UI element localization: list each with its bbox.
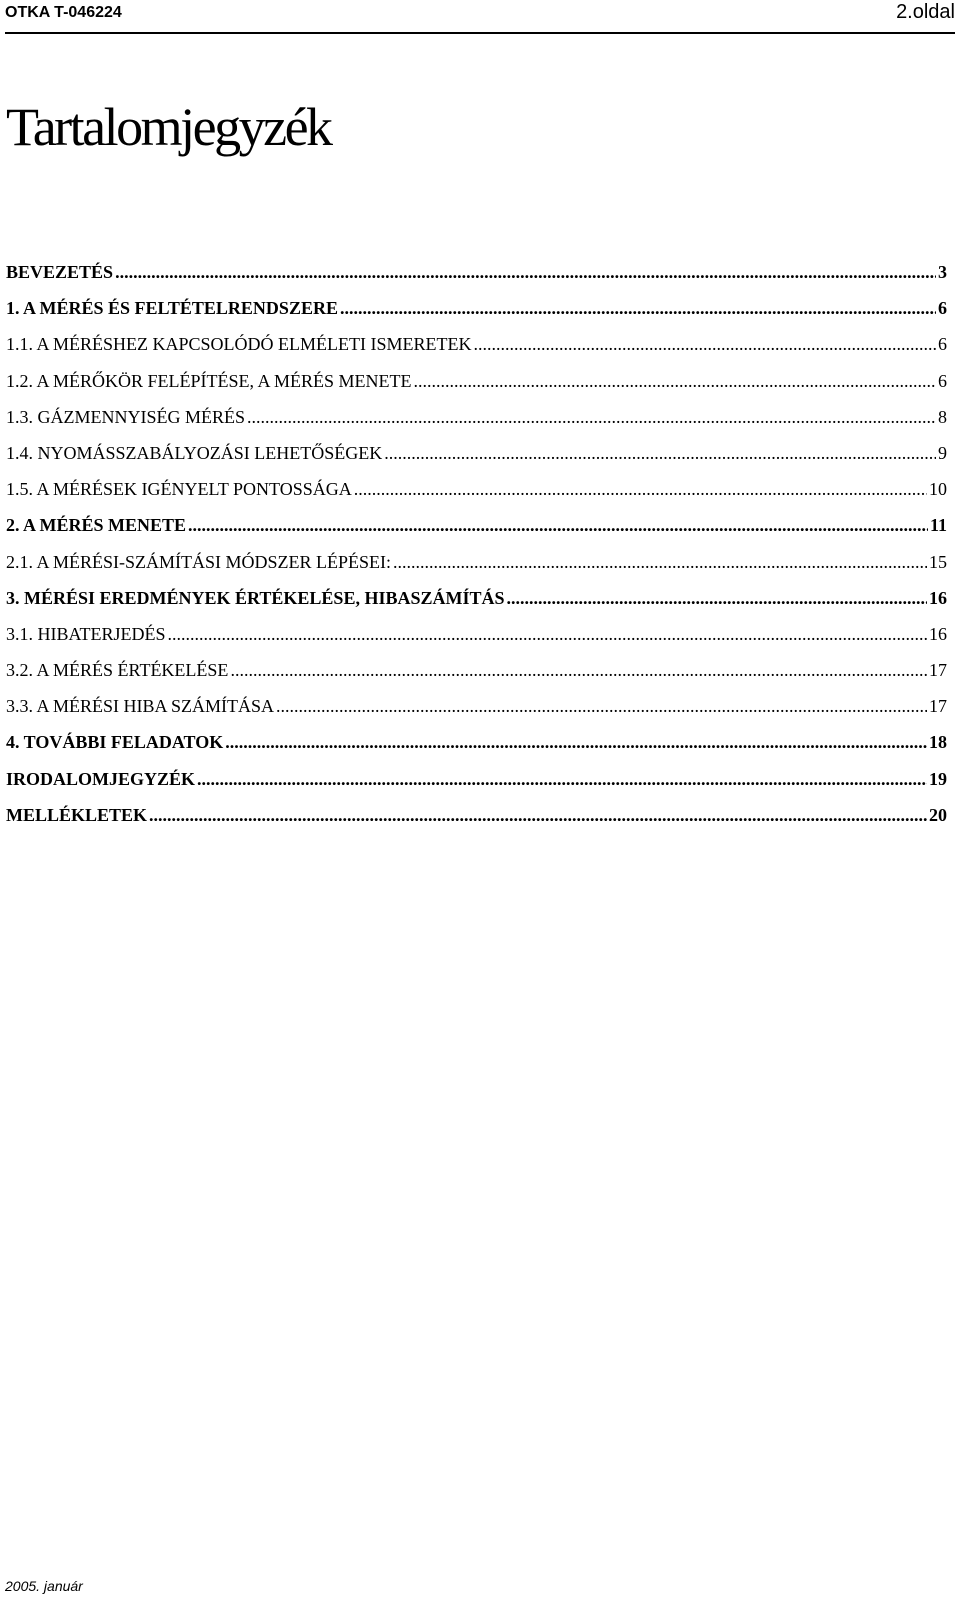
project-id: OTKA T-046224	[5, 4, 122, 21]
toc-entry[interactable]	[6, 624, 947, 660]
toc-entry-page-number: 16	[929, 587, 947, 608]
toc-entry[interactable]	[6, 805, 947, 841]
toc-entry-page-number: 19	[929, 768, 947, 789]
toc-entry-label: BEVEZETÉS	[6, 262, 114, 282]
toc-entry-page-number: 10	[929, 479, 947, 500]
toc-entry[interactable]	[6, 769, 947, 805]
table-of-contents	[6, 262, 947, 841]
toc-entry-label: 3.2. A MÉRÉS ÉRTÉKELÉSE	[6, 660, 229, 681]
toc-dot-leader	[276, 696, 927, 717]
toc-entry-label: 1.3. GÁZMENNYISÉG MÉRÉS	[6, 406, 246, 427]
toc-dot-leader	[414, 371, 936, 392]
toc-dot-leader	[354, 479, 927, 500]
toc-entry-page-number: 15	[929, 551, 947, 572]
toc-dot-leader	[168, 624, 927, 645]
toc-dot-leader	[115, 262, 936, 283]
page-title: Tartalomjegyzék	[6, 97, 331, 157]
toc-entry[interactable]	[6, 515, 947, 551]
toc-dot-leader	[474, 334, 937, 355]
toc-entry-page-number: 6	[938, 298, 947, 319]
toc-entry[interactable]	[6, 371, 947, 407]
toc-entry[interactable]	[6, 660, 947, 696]
toc-entry-label: 3.1. HIBATERJEDÉS	[6, 623, 166, 644]
toc-entry-page-number: 6	[938, 334, 947, 355]
toc-dot-leader	[230, 660, 927, 681]
toc-dot-leader	[197, 769, 927, 790]
toc-entry-label: 3.3. A MÉRÉSI HIBA SZÁMÍTÁSA	[6, 696, 275, 717]
toc-entry-page-number: 18	[929, 732, 947, 753]
toc-dot-leader	[149, 805, 927, 826]
toc-entry[interactable]	[6, 443, 947, 479]
toc-entry-label: 3. MÉRÉSI EREDMÉNYEK ÉRTÉKELÉSE, HIBASZÁMÍTÁS	[6, 587, 505, 608]
toc-entry-page-number: 16	[929, 623, 947, 644]
toc-entry-page-number: 17	[929, 660, 947, 681]
toc-entry-page-number: 9	[938, 442, 947, 463]
toc-entry-label: 1.2. A MÉRŐKÖR FELÉPÍTÉSE, A MÉRÉS MENETE	[6, 370, 412, 391]
toc-dot-leader	[225, 732, 927, 753]
toc-entry-label: MELLÉKLETEK	[6, 804, 148, 825]
toc-entry-label: 2. A MÉRÉS MENETE	[6, 515, 187, 536]
toc-entry[interactable]	[6, 407, 947, 443]
toc-entry[interactable]	[6, 552, 947, 588]
toc-entry[interactable]	[6, 262, 947, 298]
toc-entry-label: IRODALOMJEGYZÉK	[6, 768, 196, 789]
toc-dot-leader	[247, 407, 936, 428]
toc-entry-page-number: 17	[929, 696, 947, 717]
footer-date: 2005. január	[5, 1578, 83, 1594]
toc-entry[interactable]	[6, 732, 947, 768]
toc-dot-leader	[384, 443, 936, 464]
toc-dot-leader	[340, 298, 936, 319]
page-number-label: 2.oldal	[896, 1, 955, 23]
toc-entry[interactable]	[6, 298, 947, 334]
toc-entry-label: 2.1. A MÉRÉSI-SZÁMÍTÁSI MÓDSZER LÉPÉSEI:	[6, 551, 392, 572]
toc-entry[interactable]	[6, 479, 947, 515]
toc-entry[interactable]	[6, 334, 947, 370]
toc-dot-leader	[506, 588, 927, 609]
toc-dot-leader	[393, 552, 927, 573]
toc-entry-page-number: 8	[938, 406, 947, 427]
toc-entry-label: 4. TOVÁBBI FELADATOK	[6, 732, 224, 753]
toc-entry-page-number: 3	[938, 262, 947, 282]
toc-dot-leader	[188, 515, 928, 536]
page-header	[5, 0, 955, 34]
toc-entry-label: 1. A MÉRÉS ÉS FELTÉTELRENDSZERE	[6, 298, 338, 319]
toc-entry[interactable]	[6, 588, 947, 624]
toc-entry-page-number: 11	[929, 515, 947, 536]
toc-entry-label: 1.5. A MÉRÉSEK IGÉNYELT PONTOSSÁGA	[6, 479, 352, 500]
toc-entry-label: 1.1. A MÉRÉSHEZ KAPCSOLÓDÓ ELMÉLETI ISMERETEK	[6, 334, 472, 355]
toc-entry-page-number: 6	[938, 370, 947, 391]
toc-entry[interactable]	[6, 696, 947, 732]
toc-entry-page-number: 20	[929, 804, 947, 825]
toc-entry-label: 1.4. NYOMÁSSZABÁLYOZÁSI LEHETŐSÉGEK	[6, 442, 383, 463]
